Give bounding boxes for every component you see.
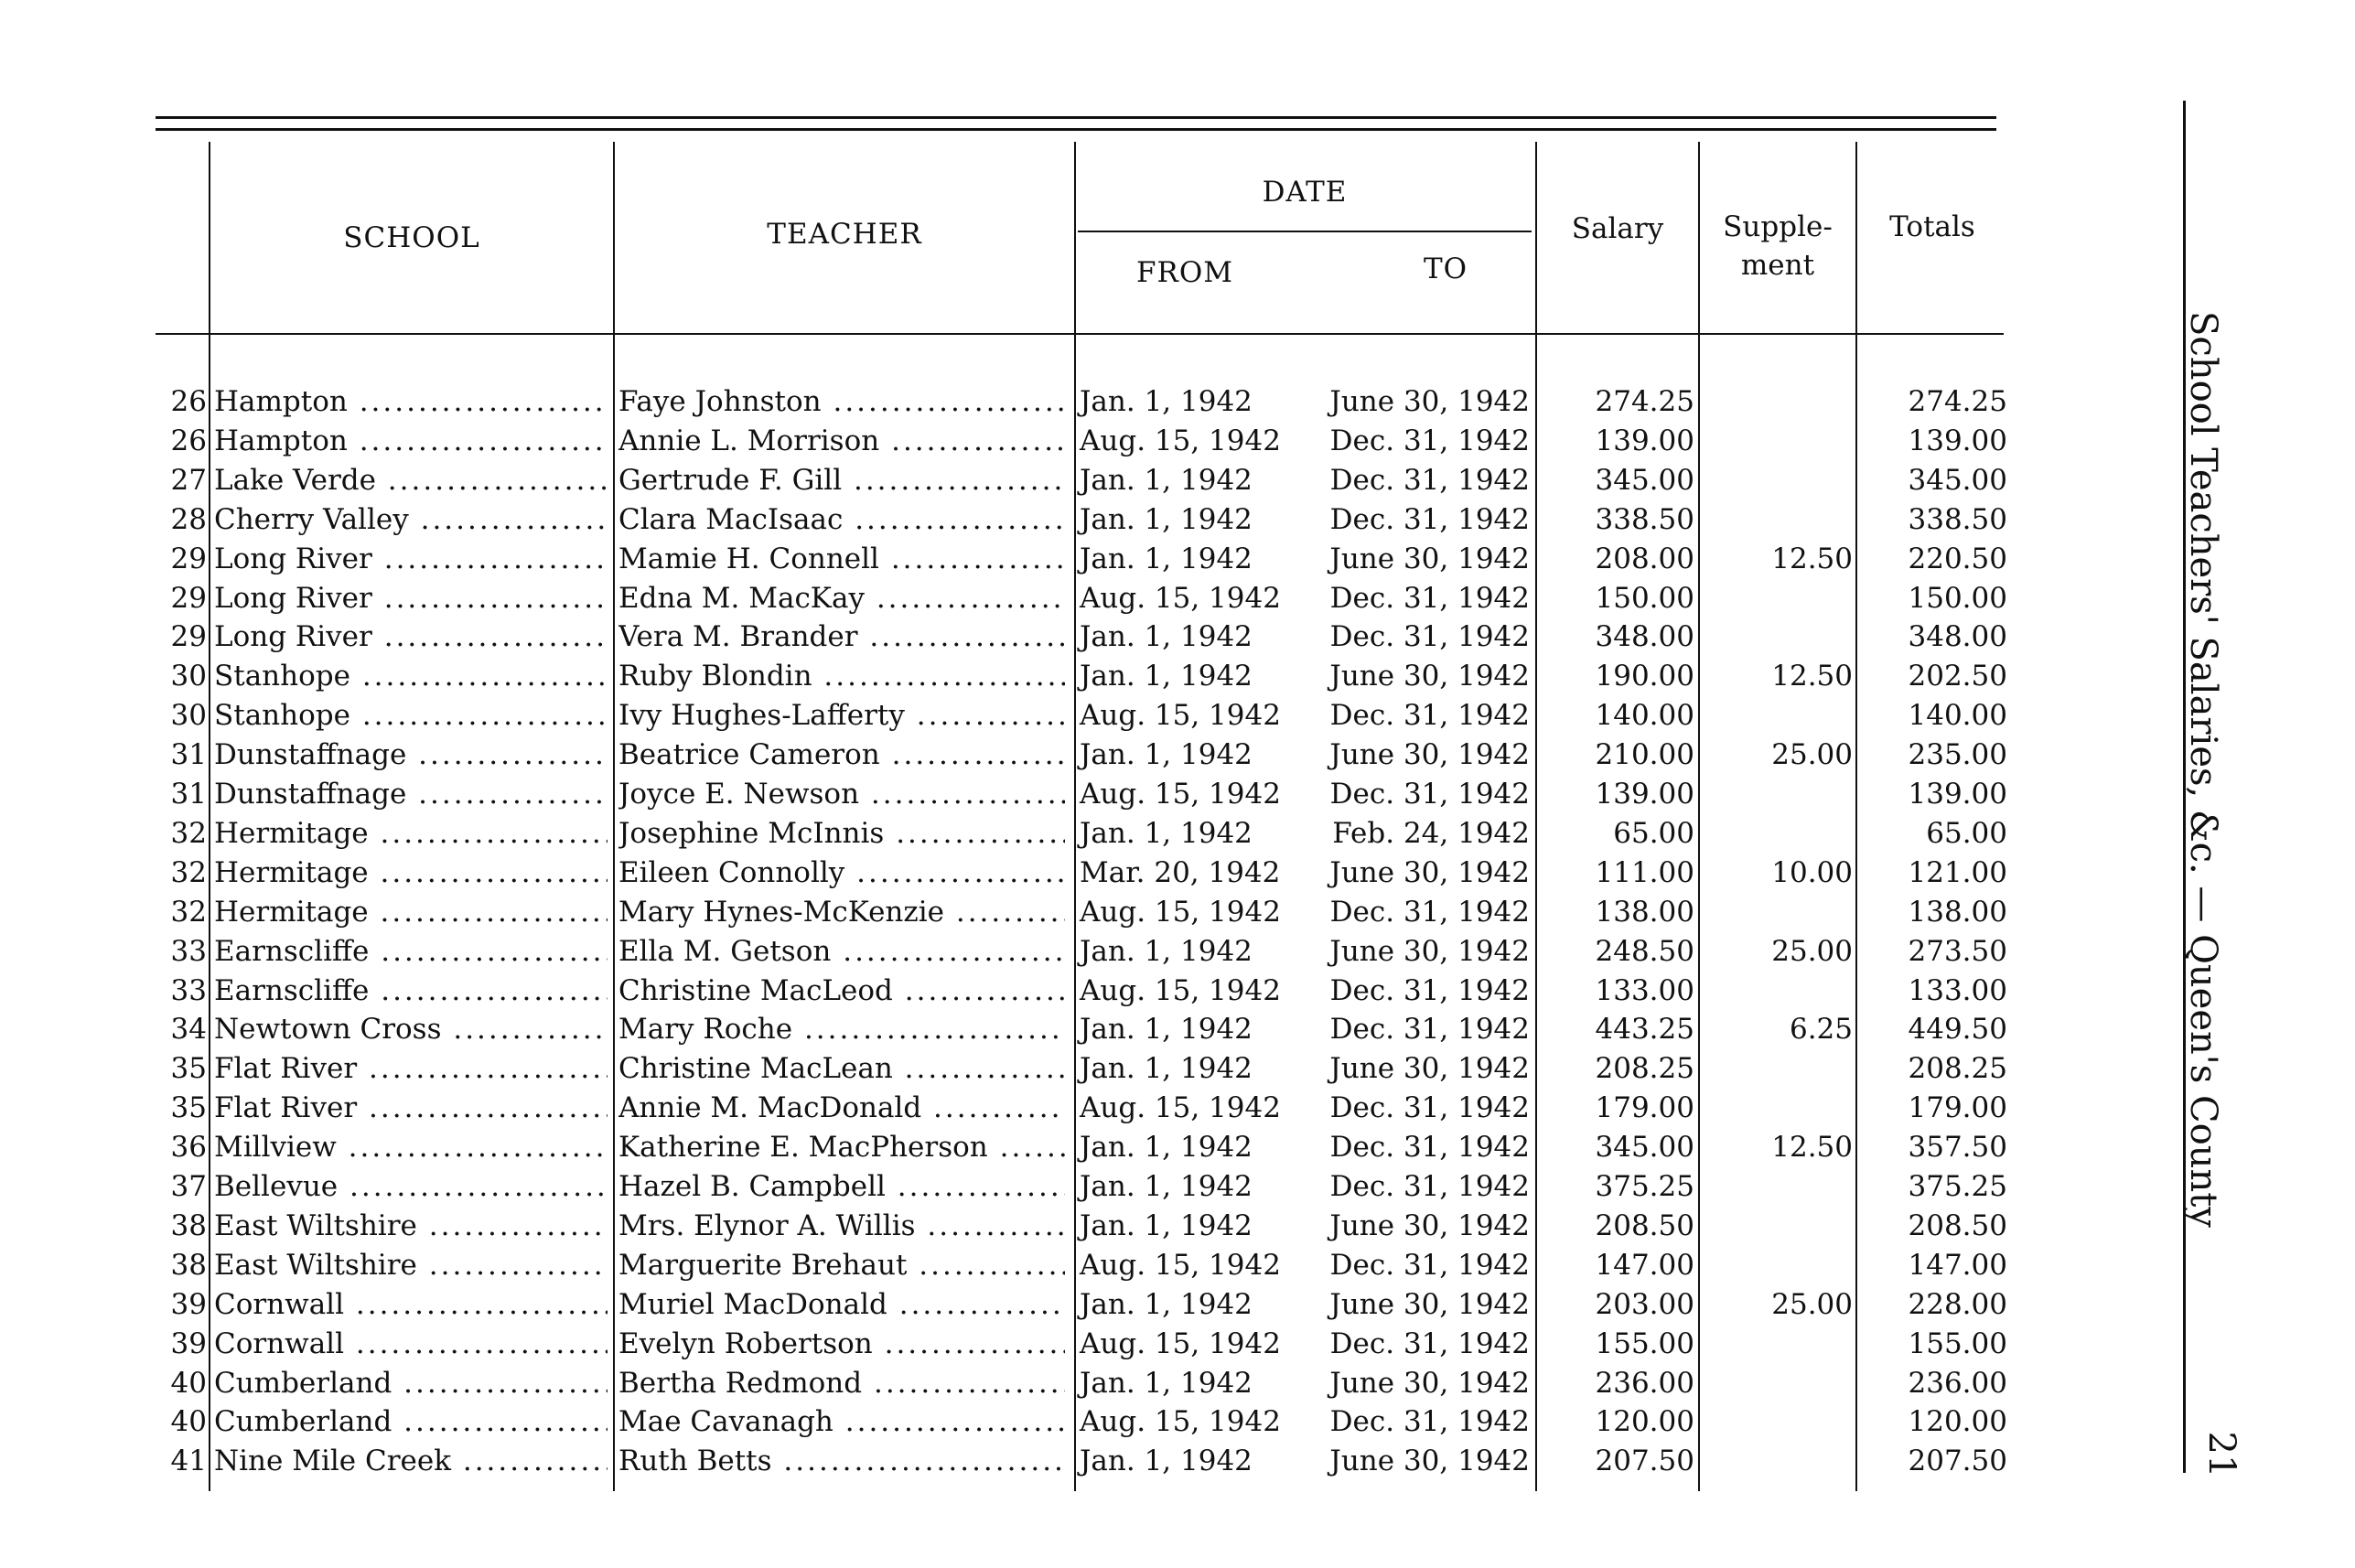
school-cell: Cumberland ..... (214, 1402, 608, 1442)
salary-cell: 443.25 (1595, 1013, 1694, 1047)
salary-cell: 207.50 (1595, 1444, 1694, 1478)
salary-cell: 208.50 (1595, 1208, 1694, 1242)
row-number: 26 (170, 424, 207, 457)
teacher-cell: Eileen Connolly ..... (618, 854, 1065, 893)
teacher-cell: Ivy Hughes-Lafferty ..... (618, 696, 1065, 736)
teacher-cell: Mary Hynes-McKenzie ..... (618, 893, 1065, 932)
salary-cell: 274.25 (1595, 385, 1694, 418)
row-number: 30 (170, 660, 207, 693)
salary-cell: 348.00 (1595, 620, 1694, 654)
salary-cell: 203.00 (1595, 1287, 1694, 1321)
total-cell: 121.00 (1908, 855, 2007, 889)
total-cell: 208.25 (1908, 1052, 2007, 1086)
teacher-cell: Katherine E. MacPherson ..... (618, 1128, 1065, 1167)
salary-cell: 138.00 (1595, 895, 1694, 929)
header-from: FROM (1135, 256, 1233, 289)
table-row (0, 540, 2104, 579)
row-number: 31 (170, 738, 207, 772)
table-row (0, 696, 2104, 736)
teacher-cell: Ruth Betts ..... (618, 1442, 1065, 1481)
header-bottom-rule (156, 333, 2004, 335)
date-from-cell: Jan. 1, 1942 (1080, 1208, 1253, 1242)
salary-cell: 248.50 (1595, 934, 1694, 968)
salary-cell: 139.00 (1595, 424, 1694, 457)
header-teacher: TEACHER (767, 218, 922, 251)
date-to-cell: June 30, 1942 (1329, 1052, 1530, 1086)
total-cell: 345.00 (1908, 463, 2007, 497)
date-from-cell: Jan. 1, 1942 (1080, 1287, 1253, 1321)
table-row (0, 814, 2104, 854)
teacher-cell: Vera M. Brander ..... (618, 618, 1065, 657)
table-row (0, 618, 2104, 657)
school-cell: Hermitage ..... (214, 814, 608, 854)
date-from-cell: Jan. 1, 1942 (1080, 934, 1253, 968)
teacher-cell: Joyce E. Newson ..... (618, 775, 1065, 814)
date-from-cell: Jan. 1, 1942 (1080, 1131, 1253, 1165)
header-salary: Salary (1571, 212, 1664, 245)
school-cell: Earnscliffe ..... (214, 932, 608, 972)
total-cell: 140.00 (1908, 699, 2007, 733)
date-from-cell: Jan. 1, 1942 (1080, 1052, 1253, 1086)
row-number: 35 (170, 1052, 207, 1086)
row-number: 30 (170, 699, 207, 733)
salary-cell: 375.25 (1595, 1170, 1694, 1203)
table-row (0, 1325, 2104, 1364)
salary-cell: 111.00 (1595, 855, 1694, 889)
row-number: 29 (170, 620, 207, 654)
school-cell: Earnscliffe ..... (214, 972, 608, 1011)
table-row (0, 1402, 2104, 1442)
supplement-cell: 6.25 (1789, 1013, 1853, 1047)
total-cell: 338.50 (1908, 502, 2007, 536)
row-number: 27 (170, 463, 207, 497)
school-cell: Long River ..... (214, 579, 608, 618)
table-row (0, 854, 2104, 893)
teacher-cell: Mrs. Elynor A. Willis ..... (618, 1207, 1065, 1246)
date-from-cell: Aug. 15, 1942 (1080, 1326, 1281, 1360)
total-cell: 150.00 (1908, 581, 2007, 615)
date-from-cell: Aug. 15, 1942 (1080, 424, 1281, 457)
school-cell: Cornwall ..... (214, 1285, 608, 1325)
total-cell: 138.00 (1908, 895, 2007, 929)
header-totals: Totals (1889, 210, 1975, 243)
table-row (0, 1010, 2104, 1049)
total-cell: 375.25 (1908, 1170, 2007, 1203)
school-cell: Cherry Valley ..... (214, 500, 608, 540)
salary-cell: 150.00 (1595, 581, 1694, 615)
school-cell: Hermitage ..... (214, 893, 608, 932)
supplement-cell: 25.00 (1771, 934, 1853, 968)
table-row (0, 736, 2104, 775)
row-number: 31 (170, 778, 207, 811)
date-to-cell: Dec. 31, 1942 (1329, 895, 1530, 929)
header-supplement-line2: ment (1740, 249, 1815, 282)
school-cell: Nine Mile Creek ..... (214, 1442, 608, 1481)
row-number: 37 (170, 1170, 207, 1203)
total-cell: 273.50 (1908, 934, 2007, 968)
table-row (0, 1089, 2104, 1128)
date-to-cell: Dec. 31, 1942 (1329, 778, 1530, 811)
date-from-cell: Aug. 15, 1942 (1080, 1405, 1281, 1439)
school-cell: Lake Verde ..... (214, 461, 608, 500)
teacher-cell: Edna M. MacKay ..... (618, 579, 1065, 618)
date-to-cell: Dec. 31, 1942 (1329, 1405, 1530, 1439)
table-row (0, 382, 2104, 422)
row-number: 26 (170, 385, 207, 418)
salary-cell: 190.00 (1595, 660, 1694, 693)
date-to-cell: June 30, 1942 (1329, 542, 1530, 575)
school-cell: Dunstaffnage ..... (214, 775, 608, 814)
top-rule-2 (156, 128, 1996, 131)
side-title: School Teachers' Salaries, &c. — Queen's County (2182, 311, 2224, 1228)
row-number: 32 (170, 855, 207, 889)
date-from-cell: Aug. 15, 1942 (1080, 1091, 1281, 1125)
date-to-cell: June 30, 1942 (1329, 738, 1530, 772)
total-cell: 228.00 (1908, 1287, 2007, 1321)
table-row (0, 1049, 2104, 1089)
total-cell: 357.50 (1908, 1131, 2007, 1165)
salary-cell: 208.00 (1595, 542, 1694, 575)
date-from-cell: Jan. 1, 1942 (1080, 1366, 1253, 1400)
table-row (0, 775, 2104, 814)
row-number: 39 (170, 1326, 207, 1360)
school-cell: Cumberland ..... (214, 1364, 608, 1403)
total-cell: 147.00 (1908, 1248, 2007, 1282)
date-to-cell: June 30, 1942 (1329, 1366, 1530, 1400)
date-to-cell: June 30, 1942 (1329, 855, 1530, 889)
salary-cell: 345.00 (1595, 1131, 1694, 1165)
total-cell: 449.50 (1908, 1013, 2007, 1047)
total-cell: 65.00 (1926, 816, 2007, 850)
date-to-cell: Feb. 24, 1942 (1332, 816, 1530, 850)
total-cell: 155.00 (1908, 1326, 2007, 1360)
date-from-cell: Jan. 1, 1942 (1080, 463, 1253, 497)
date-from-cell: Jan. 1, 1942 (1080, 660, 1253, 693)
teacher-cell: Ella M. Getson ..... (618, 932, 1065, 972)
date-from-cell: Jan. 1, 1942 (1080, 542, 1253, 575)
date-from-cell: Mar. 20, 1942 (1080, 855, 1281, 889)
supplement-cell: 10.00 (1771, 855, 1853, 889)
date-from-cell: Jan. 1, 1942 (1080, 816, 1253, 850)
school-cell: Flat River ..... (214, 1089, 608, 1128)
salary-cell: 345.00 (1595, 463, 1694, 497)
header-to: TO (1423, 252, 1468, 285)
row-number: 35 (170, 1091, 207, 1125)
school-cell: Flat River ..... (214, 1049, 608, 1089)
teacher-cell: Mamie H. Connell ..... (618, 540, 1065, 579)
date-to-cell: Dec. 31, 1942 (1329, 502, 1530, 536)
school-cell: Bellevue ..... (214, 1167, 608, 1207)
date-from-cell: Aug. 15, 1942 (1080, 699, 1281, 733)
teacher-cell: Hazel B. Campbell ..... (618, 1167, 1065, 1207)
school-cell: Stanhope ..... (214, 696, 608, 736)
salary-cell: 179.00 (1595, 1091, 1694, 1125)
total-cell: 202.50 (1908, 660, 2007, 693)
date-to-cell: Dec. 31, 1942 (1329, 1013, 1530, 1047)
teacher-cell: Josephine McInnis ..... (618, 814, 1065, 854)
teacher-cell: Mary Roche ..... (618, 1010, 1065, 1049)
date-to-cell: Dec. 31, 1942 (1329, 699, 1530, 733)
date-from-cell: Jan. 1, 1942 (1080, 620, 1253, 654)
row-number: 38 (170, 1248, 207, 1282)
salary-cell: 65.00 (1613, 816, 1694, 850)
school-cell: Millview ..... (214, 1128, 608, 1167)
total-cell: 274.25 (1908, 385, 2007, 418)
date-from-cell: Aug. 15, 1942 (1080, 973, 1281, 1007)
table-row (0, 422, 2104, 461)
table-row (0, 932, 2104, 972)
teacher-cell: Annie M. MacDonald ..... (618, 1089, 1065, 1128)
school-cell: Hermitage ..... (214, 854, 608, 893)
header-supplement-line1: Supple- (1723, 210, 1833, 243)
salary-cell: 155.00 (1595, 1326, 1694, 1360)
table-row (0, 1442, 2104, 1481)
total-cell: 348.00 (1908, 620, 2007, 654)
supplement-cell: 12.50 (1771, 1131, 1853, 1165)
table-row (0, 1207, 2104, 1246)
total-cell: 207.50 (1908, 1444, 2007, 1478)
salary-cell: 208.25 (1595, 1052, 1694, 1086)
row-number: 41 (170, 1444, 207, 1478)
date-to-cell: June 30, 1942 (1329, 934, 1530, 968)
teacher-cell: Faye Johnston ..... (618, 382, 1065, 422)
salary-cell: 139.00 (1595, 778, 1694, 811)
school-cell: Hampton ..... (214, 422, 608, 461)
date-to-cell: Dec. 31, 1942 (1329, 424, 1530, 457)
teacher-cell: Bertha Redmond ..... (618, 1364, 1065, 1403)
date-to-cell: Dec. 31, 1942 (1329, 463, 1530, 497)
date-from-cell: Aug. 15, 1942 (1080, 581, 1281, 615)
date-to-cell: June 30, 1942 (1329, 1444, 1530, 1478)
table-row (0, 972, 2104, 1011)
total-cell: 139.00 (1908, 424, 2007, 457)
row-number: 29 (170, 542, 207, 575)
row-number: 28 (170, 502, 207, 536)
school-cell: East Wiltshire ..... (214, 1246, 608, 1285)
header-school: SCHOOL (343, 221, 480, 254)
school-cell: Stanhope ..... (214, 657, 608, 696)
salary-cell: 338.50 (1595, 502, 1694, 536)
school-cell: Cornwall ..... (214, 1325, 608, 1364)
teacher-cell: Clara MacIsaac ..... (618, 500, 1065, 540)
date-from-cell: Jan. 1, 1942 (1080, 502, 1253, 536)
date-to-cell: Dec. 31, 1942 (1329, 1131, 1530, 1165)
date-to-cell: Dec. 31, 1942 (1329, 1248, 1530, 1282)
supplement-cell: 25.00 (1771, 1287, 1853, 1321)
total-cell: 120.00 (1908, 1405, 2007, 1439)
row-number: 32 (170, 895, 207, 929)
school-cell: Long River ..... (214, 618, 608, 657)
date-from-cell: Aug. 15, 1942 (1080, 895, 1281, 929)
date-to-cell: June 30, 1942 (1329, 1208, 1530, 1242)
table-row (0, 1167, 2104, 1207)
row-number: 33 (170, 934, 207, 968)
date-from-cell: Jan. 1, 1942 (1080, 385, 1253, 418)
table-row (0, 1246, 2104, 1285)
total-cell: 208.50 (1908, 1208, 2007, 1242)
table-row (0, 1364, 2104, 1403)
total-cell: 220.50 (1908, 542, 2007, 575)
row-number: 38 (170, 1208, 207, 1242)
header-date: DATE (1262, 176, 1348, 209)
salary-cell: 140.00 (1595, 699, 1694, 733)
supplement-cell: 12.50 (1771, 542, 1853, 575)
date-to-cell: Dec. 31, 1942 (1329, 581, 1530, 615)
row-number: 36 (170, 1131, 207, 1165)
row-number: 40 (170, 1405, 207, 1439)
total-cell: 236.00 (1908, 1366, 2007, 1400)
table-row (0, 500, 2104, 540)
date-from-cell: Jan. 1, 1942 (1080, 1170, 1253, 1203)
row-number: 33 (170, 973, 207, 1007)
table-row (0, 1128, 2104, 1167)
teacher-cell: Christine MacLeod ..... (618, 972, 1065, 1011)
teacher-cell: Christine MacLean ..... (618, 1049, 1065, 1089)
salary-cell: 210.00 (1595, 738, 1694, 772)
teacher-cell: Annie L. Morrison ..... (618, 422, 1065, 461)
table-row (0, 657, 2104, 696)
date-sub-rule (1078, 231, 1532, 232)
school-cell: East Wiltshire ..... (214, 1207, 608, 1246)
salary-cell: 236.00 (1595, 1366, 1694, 1400)
teacher-cell: Ruby Blondin ..... (618, 657, 1065, 696)
salary-cell: 133.00 (1595, 973, 1694, 1007)
teacher-cell: Beatrice Cameron ..... (618, 736, 1065, 775)
date-to-cell: Dec. 31, 1942 (1329, 1091, 1530, 1125)
salary-cell: 120.00 (1595, 1405, 1694, 1439)
date-to-cell: June 30, 1942 (1329, 1287, 1530, 1321)
row-number: 29 (170, 581, 207, 615)
row-number: 39 (170, 1287, 207, 1321)
school-cell: Newtown Cross ..... (214, 1010, 608, 1049)
supplement-cell: 12.50 (1771, 660, 1853, 693)
school-cell: Hampton ..... (214, 382, 608, 422)
date-to-cell: June 30, 1942 (1329, 385, 1530, 418)
table-row (0, 579, 2104, 618)
salary-cell: 147.00 (1595, 1248, 1694, 1282)
row-number: 40 (170, 1366, 207, 1400)
teacher-cell: Muriel MacDonald ..... (618, 1285, 1065, 1325)
date-to-cell: Dec. 31, 1942 (1329, 973, 1530, 1007)
date-from-cell: Aug. 15, 1942 (1080, 778, 1281, 811)
teacher-cell: Gertrude F. Gill ..... (618, 461, 1065, 500)
teacher-cell: Evelyn Robertson ..... (618, 1325, 1065, 1364)
row-number: 32 (170, 816, 207, 850)
table-row (0, 893, 2104, 932)
date-from-cell: Jan. 1, 1942 (1080, 1013, 1253, 1047)
row-number: 34 (170, 1013, 207, 1047)
page-number: 21 (2200, 1431, 2242, 1478)
teacher-cell: Marguerite Brehaut ..... (618, 1246, 1065, 1285)
school-cell: Dunstaffnage ..... (214, 736, 608, 775)
date-to-cell: Dec. 31, 1942 (1329, 1326, 1530, 1360)
date-to-cell: June 30, 1942 (1329, 660, 1530, 693)
table-row (0, 461, 2104, 500)
date-from-cell: Jan. 1, 1942 (1080, 1444, 1253, 1478)
top-rule-1 (156, 116, 1996, 119)
teacher-cell: Mae Cavanagh ..... (618, 1402, 1065, 1442)
date-from-cell: Jan. 1, 1942 (1080, 738, 1253, 772)
table-row (0, 1285, 2104, 1325)
date-to-cell: Dec. 31, 1942 (1329, 620, 1530, 654)
supplement-cell: 25.00 (1771, 738, 1853, 772)
total-cell: 139.00 (1908, 778, 2007, 811)
date-from-cell: Aug. 15, 1942 (1080, 1248, 1281, 1282)
date-to-cell: Dec. 31, 1942 (1329, 1170, 1530, 1203)
total-cell: 133.00 (1908, 973, 2007, 1007)
total-cell: 179.00 (1908, 1091, 2007, 1125)
school-cell: Long River ..... (214, 540, 608, 579)
total-cell: 235.00 (1908, 738, 2007, 772)
